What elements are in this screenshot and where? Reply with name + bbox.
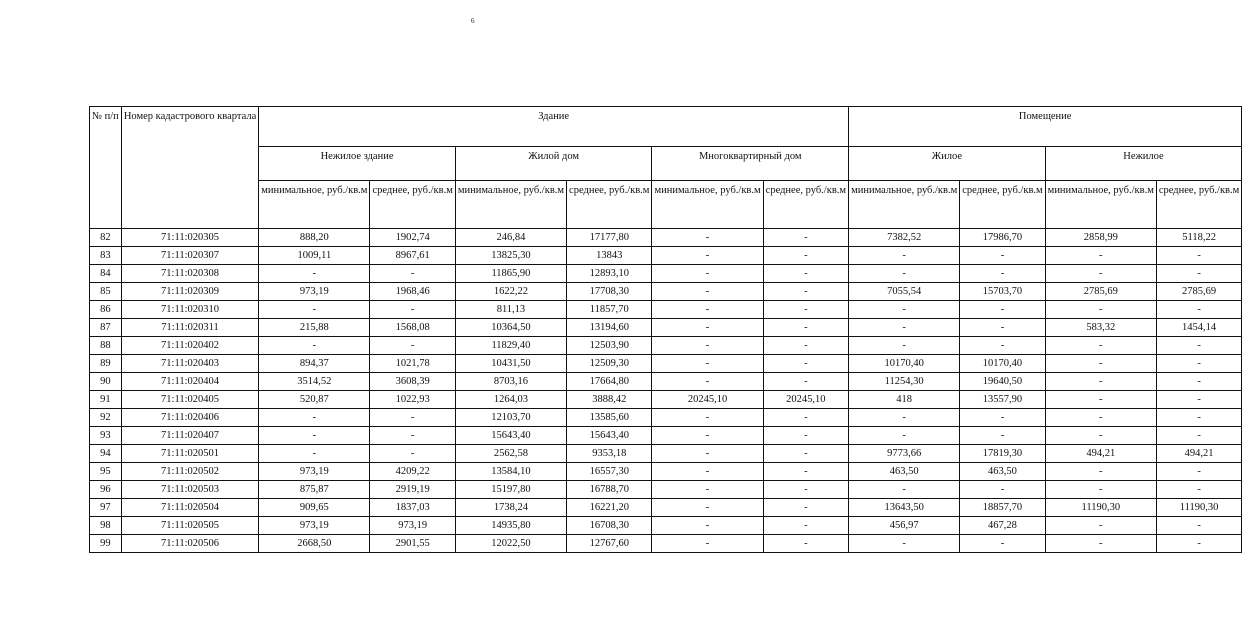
price-cell: - <box>849 265 960 283</box>
price-cell: - <box>259 445 370 463</box>
price-cell: - <box>1156 517 1241 535</box>
price-cell: 11190,30 <box>1156 499 1241 517</box>
price-cell: 13584,10 <box>455 463 566 481</box>
header-min: минимальное, руб./кв.м <box>849 181 960 229</box>
price-cell: - <box>1045 265 1156 283</box>
price-cell: 1264,03 <box>455 391 566 409</box>
price-cell: - <box>849 481 960 499</box>
price-cell: - <box>1156 427 1241 445</box>
price-cell: - <box>763 409 848 427</box>
price-cell: - <box>763 445 848 463</box>
price-cell: 10170,40 <box>849 355 960 373</box>
price-cell: 8967,61 <box>370 247 455 265</box>
price-cell: - <box>763 499 848 517</box>
table-body <box>90 229 1242 553</box>
price-cell: - <box>763 481 848 499</box>
table-row <box>90 229 1242 247</box>
price-cell: - <box>1045 391 1156 409</box>
price-cell: 1009,11 <box>259 247 370 265</box>
price-cell: - <box>652 427 763 445</box>
quarter-code-cell: 71:11:020403 <box>121 355 258 373</box>
row-number-cell: 97 <box>90 499 122 517</box>
price-cell: 215,88 <box>259 319 370 337</box>
quarter-code-cell: 71:11:020504 <box>121 499 258 517</box>
row-number-cell: 86 <box>90 301 122 319</box>
price-cell: 1568,08 <box>370 319 455 337</box>
price-cell: - <box>849 301 960 319</box>
price-cell: 15197,80 <box>455 481 566 499</box>
price-cell: 1022,93 <box>370 391 455 409</box>
price-cell: 12022,50 <box>455 535 566 553</box>
quarter-code-cell: 71:11:020501 <box>121 445 258 463</box>
price-cell: 11857,70 <box>567 301 652 319</box>
table-row <box>90 445 1242 463</box>
price-cell: 10431,50 <box>455 355 566 373</box>
price-cell: 12767,60 <box>567 535 652 553</box>
quarter-code-cell: 71:11:020502 <box>121 463 258 481</box>
price-cell: 12503,90 <box>567 337 652 355</box>
price-cell: - <box>370 337 455 355</box>
price-cell: 16788,70 <box>567 481 652 499</box>
price-cell: - <box>1156 301 1241 319</box>
price-cell: - <box>763 229 848 247</box>
price-cell: - <box>763 247 848 265</box>
price-cell: 583,32 <box>1045 319 1156 337</box>
price-cell: - <box>1045 301 1156 319</box>
price-cell: 1837,03 <box>370 499 455 517</box>
price-cell: 20245,10 <box>763 391 848 409</box>
price-cell: - <box>849 427 960 445</box>
price-cell: 10170,40 <box>960 355 1045 373</box>
price-cell: 7382,52 <box>849 229 960 247</box>
table-row <box>90 337 1242 355</box>
row-number-cell: 95 <box>90 463 122 481</box>
table-row <box>90 535 1242 553</box>
price-cell: 13825,30 <box>455 247 566 265</box>
price-cell: 11254,30 <box>849 373 960 391</box>
price-cell: 14935,80 <box>455 517 566 535</box>
price-cell: 13643,50 <box>849 499 960 517</box>
price-cell: 1622,22 <box>455 283 566 301</box>
price-cell: - <box>1156 535 1241 553</box>
price-cell: - <box>763 355 848 373</box>
price-cell: 17986,70 <box>960 229 1045 247</box>
price-cell: - <box>370 265 455 283</box>
price-cell: - <box>370 445 455 463</box>
price-cell: 811,13 <box>455 301 566 319</box>
price-cell: 3608,39 <box>370 373 455 391</box>
header-premises: Помещение <box>849 107 1242 147</box>
price-cell: - <box>1045 355 1156 373</box>
price-cell: - <box>763 265 848 283</box>
price-cell: 13194,60 <box>567 319 652 337</box>
price-cell: 11829,40 <box>455 337 566 355</box>
price-cell: 7055,54 <box>849 283 960 301</box>
price-cell: - <box>849 409 960 427</box>
price-cell: 463,50 <box>960 463 1045 481</box>
price-cell: - <box>849 535 960 553</box>
price-cell: - <box>960 319 1045 337</box>
quarter-code-cell: 71:11:020308 <box>121 265 258 283</box>
price-cell: 12893,10 <box>567 265 652 283</box>
price-cell: 1968,46 <box>370 283 455 301</box>
price-cell: - <box>1156 481 1241 499</box>
quarter-code-cell: 71:11:020311 <box>121 319 258 337</box>
price-cell: 15643,40 <box>455 427 566 445</box>
row-number-cell: 91 <box>90 391 122 409</box>
price-cell: 10364,50 <box>455 319 566 337</box>
cadastral-value-table <box>89 106 1242 553</box>
price-cell: - <box>652 337 763 355</box>
price-cell: - <box>1045 373 1156 391</box>
price-cell: - <box>1156 391 1241 409</box>
price-cell: 494,21 <box>1045 445 1156 463</box>
header-avg: среднее, руб./кв.м <box>370 181 455 229</box>
price-cell: 2785,69 <box>1045 283 1156 301</box>
header-min: минимальное, руб./кв.м <box>652 181 763 229</box>
table-row <box>90 319 1242 337</box>
price-cell: - <box>652 265 763 283</box>
header-min: минимальное, руб./кв.м <box>259 181 370 229</box>
price-cell: - <box>1045 517 1156 535</box>
price-cell: 9773,66 <box>849 445 960 463</box>
price-cell: - <box>763 337 848 355</box>
price-cell: 17177,80 <box>567 229 652 247</box>
price-cell: - <box>960 301 1045 319</box>
table-row <box>90 481 1242 499</box>
header-apartment-building: Многоквартирный дом <box>652 147 849 181</box>
header-min: минимальное, руб./кв.м <box>1045 181 1156 229</box>
row-number-cell: 98 <box>90 517 122 535</box>
price-cell: 2858,99 <box>1045 229 1156 247</box>
row-number-cell: 92 <box>90 409 122 427</box>
price-cell: - <box>652 319 763 337</box>
page-number: 6 <box>471 17 475 25</box>
table-row <box>90 427 1242 445</box>
price-cell: - <box>652 481 763 499</box>
price-cell: 973,19 <box>259 463 370 481</box>
price-cell: 2919,19 <box>370 481 455 499</box>
quarter-code-cell: 71:11:020407 <box>121 427 258 445</box>
price-cell: 17819,30 <box>960 445 1045 463</box>
quarter-code-cell: 71:11:020505 <box>121 517 258 535</box>
header-avg: среднее, руб./кв.м <box>960 181 1045 229</box>
price-cell: - <box>1156 337 1241 355</box>
price-cell: - <box>960 337 1045 355</box>
price-cell: - <box>259 265 370 283</box>
price-cell: - <box>960 265 1045 283</box>
price-cell: - <box>652 463 763 481</box>
header-min: минимальное, руб./кв.м <box>455 181 566 229</box>
price-cell: - <box>763 319 848 337</box>
price-cell: - <box>1045 427 1156 445</box>
row-number-cell: 87 <box>90 319 122 337</box>
price-cell: 19640,50 <box>960 373 1045 391</box>
price-cell: - <box>652 517 763 535</box>
price-cell: - <box>1156 373 1241 391</box>
quarter-code-cell: 71:11:020406 <box>121 409 258 427</box>
price-cell: 2901,55 <box>370 535 455 553</box>
row-number-cell: 93 <box>90 427 122 445</box>
price-cell: 3888,42 <box>567 391 652 409</box>
row-number-cell: 88 <box>90 337 122 355</box>
table-row <box>90 409 1242 427</box>
header-avg: среднее, руб./кв.м <box>1156 181 1241 229</box>
price-cell: - <box>259 337 370 355</box>
quarter-code-cell: 71:11:020305 <box>121 229 258 247</box>
price-cell: 12103,70 <box>455 409 566 427</box>
price-cell: - <box>652 301 763 319</box>
price-cell: 11190,30 <box>1045 499 1156 517</box>
price-cell: - <box>370 427 455 445</box>
table-row <box>90 265 1242 283</box>
quarter-code-cell: 71:11:020309 <box>121 283 258 301</box>
price-cell: - <box>763 373 848 391</box>
price-cell: - <box>370 409 455 427</box>
row-number-cell: 84 <box>90 265 122 283</box>
price-cell: 494,21 <box>1156 445 1241 463</box>
quarter-code-cell: 71:11:020506 <box>121 535 258 553</box>
price-cell: - <box>259 427 370 445</box>
price-cell: - <box>259 409 370 427</box>
header-building: Здание <box>259 107 849 147</box>
price-cell: 418 <box>849 391 960 409</box>
price-cell: - <box>849 319 960 337</box>
price-cell: 13843 <box>567 247 652 265</box>
price-cell: - <box>652 535 763 553</box>
price-cell: - <box>763 301 848 319</box>
table-row <box>90 391 1242 409</box>
header-quarter: Номер кадастрового квартала <box>121 107 258 229</box>
price-cell: - <box>1045 337 1156 355</box>
price-cell: - <box>652 229 763 247</box>
table-row <box>90 373 1242 391</box>
price-cell: 13557,90 <box>960 391 1045 409</box>
price-cell: 9353,18 <box>567 445 652 463</box>
price-cell: 1454,14 <box>1156 319 1241 337</box>
price-cell: - <box>1156 247 1241 265</box>
price-cell: 16708,30 <box>567 517 652 535</box>
table-row <box>90 301 1242 319</box>
table-row <box>90 283 1242 301</box>
price-cell: 1902,74 <box>370 229 455 247</box>
price-cell: 463,50 <box>849 463 960 481</box>
row-number-cell: 96 <box>90 481 122 499</box>
price-cell: - <box>652 373 763 391</box>
price-cell: 2562,58 <box>455 445 566 463</box>
price-cell: 973,19 <box>259 283 370 301</box>
table-row <box>90 517 1242 535</box>
price-cell: 5118,22 <box>1156 229 1241 247</box>
price-cell: - <box>1156 265 1241 283</box>
price-cell: 12509,30 <box>567 355 652 373</box>
price-cell: - <box>763 283 848 301</box>
price-cell: - <box>370 301 455 319</box>
price-cell: - <box>1156 409 1241 427</box>
price-cell: - <box>652 445 763 463</box>
price-cell: 2668,50 <box>259 535 370 553</box>
price-cell: 467,28 <box>960 517 1045 535</box>
price-cell: 888,20 <box>259 229 370 247</box>
price-cell: - <box>1045 481 1156 499</box>
header-nonresidential: Нежилое <box>1045 147 1242 181</box>
quarter-code-cell: 71:11:020310 <box>121 301 258 319</box>
price-cell: 909,65 <box>259 499 370 517</box>
price-cell: 15643,40 <box>567 427 652 445</box>
price-cell: - <box>960 409 1045 427</box>
price-cell: 18857,70 <box>960 499 1045 517</box>
header-avg: среднее, руб./кв.м <box>567 181 652 229</box>
header-nonres-building: Нежилое здание <box>259 147 456 181</box>
quarter-code-cell: 71:11:020405 <box>121 391 258 409</box>
price-cell: - <box>960 535 1045 553</box>
price-cell: - <box>763 535 848 553</box>
price-cell: - <box>960 247 1045 265</box>
price-cell: 17664,80 <box>567 373 652 391</box>
price-cell: - <box>652 283 763 301</box>
price-cell: - <box>1045 535 1156 553</box>
price-cell: - <box>652 409 763 427</box>
price-cell: 894,37 <box>259 355 370 373</box>
header-no: № п/п <box>90 107 122 229</box>
header-house: Жилой дом <box>455 147 652 181</box>
price-cell: - <box>960 427 1045 445</box>
quarter-code-cell: 71:11:020307 <box>121 247 258 265</box>
price-cell: 973,19 <box>370 517 455 535</box>
quarter-code-cell: 71:11:020503 <box>121 481 258 499</box>
price-cell: - <box>849 247 960 265</box>
price-cell: 17708,30 <box>567 283 652 301</box>
row-number-cell: 90 <box>90 373 122 391</box>
price-cell: 4209,22 <box>370 463 455 481</box>
price-cell: - <box>652 499 763 517</box>
price-cell: 875,87 <box>259 481 370 499</box>
price-cell: - <box>259 301 370 319</box>
price-cell: - <box>849 337 960 355</box>
row-number-cell: 94 <box>90 445 122 463</box>
table-row <box>90 463 1242 481</box>
price-cell: 1738,24 <box>455 499 566 517</box>
quarter-code-cell: 71:11:020404 <box>121 373 258 391</box>
table-row <box>90 355 1242 373</box>
price-cell: - <box>763 463 848 481</box>
price-cell: 1021,78 <box>370 355 455 373</box>
quarter-code-cell: 71:11:020402 <box>121 337 258 355</box>
row-number-cell: 89 <box>90 355 122 373</box>
row-number-cell: 85 <box>90 283 122 301</box>
price-cell: 246,84 <box>455 229 566 247</box>
price-cell: 973,19 <box>259 517 370 535</box>
header-residential: Жилое <box>849 147 1046 181</box>
price-cell: 456,97 <box>849 517 960 535</box>
price-cell: 16221,20 <box>567 499 652 517</box>
row-number-cell: 83 <box>90 247 122 265</box>
price-cell: 16557,30 <box>567 463 652 481</box>
price-cell: 520,87 <box>259 391 370 409</box>
price-cell: - <box>763 427 848 445</box>
price-cell: - <box>652 247 763 265</box>
price-cell: - <box>763 517 848 535</box>
price-cell: - <box>1045 409 1156 427</box>
price-cell: - <box>1156 463 1241 481</box>
price-cell: - <box>1045 247 1156 265</box>
row-number-cell: 99 <box>90 535 122 553</box>
price-cell: - <box>1156 355 1241 373</box>
row-number-cell: 82 <box>90 229 122 247</box>
price-cell: 15703,70 <box>960 283 1045 301</box>
price-cell: 11865,90 <box>455 265 566 283</box>
price-cell: 2785,69 <box>1156 283 1241 301</box>
price-cell: 20245,10 <box>652 391 763 409</box>
header-avg: среднее, руб./кв.м <box>763 181 848 229</box>
price-cell: 8703,16 <box>455 373 566 391</box>
price-cell: - <box>960 481 1045 499</box>
price-cell: 13585,60 <box>567 409 652 427</box>
price-cell: - <box>1045 463 1156 481</box>
price-cell: 3514,52 <box>259 373 370 391</box>
table-row <box>90 499 1242 517</box>
price-cell: - <box>652 355 763 373</box>
table-row <box>90 247 1242 265</box>
